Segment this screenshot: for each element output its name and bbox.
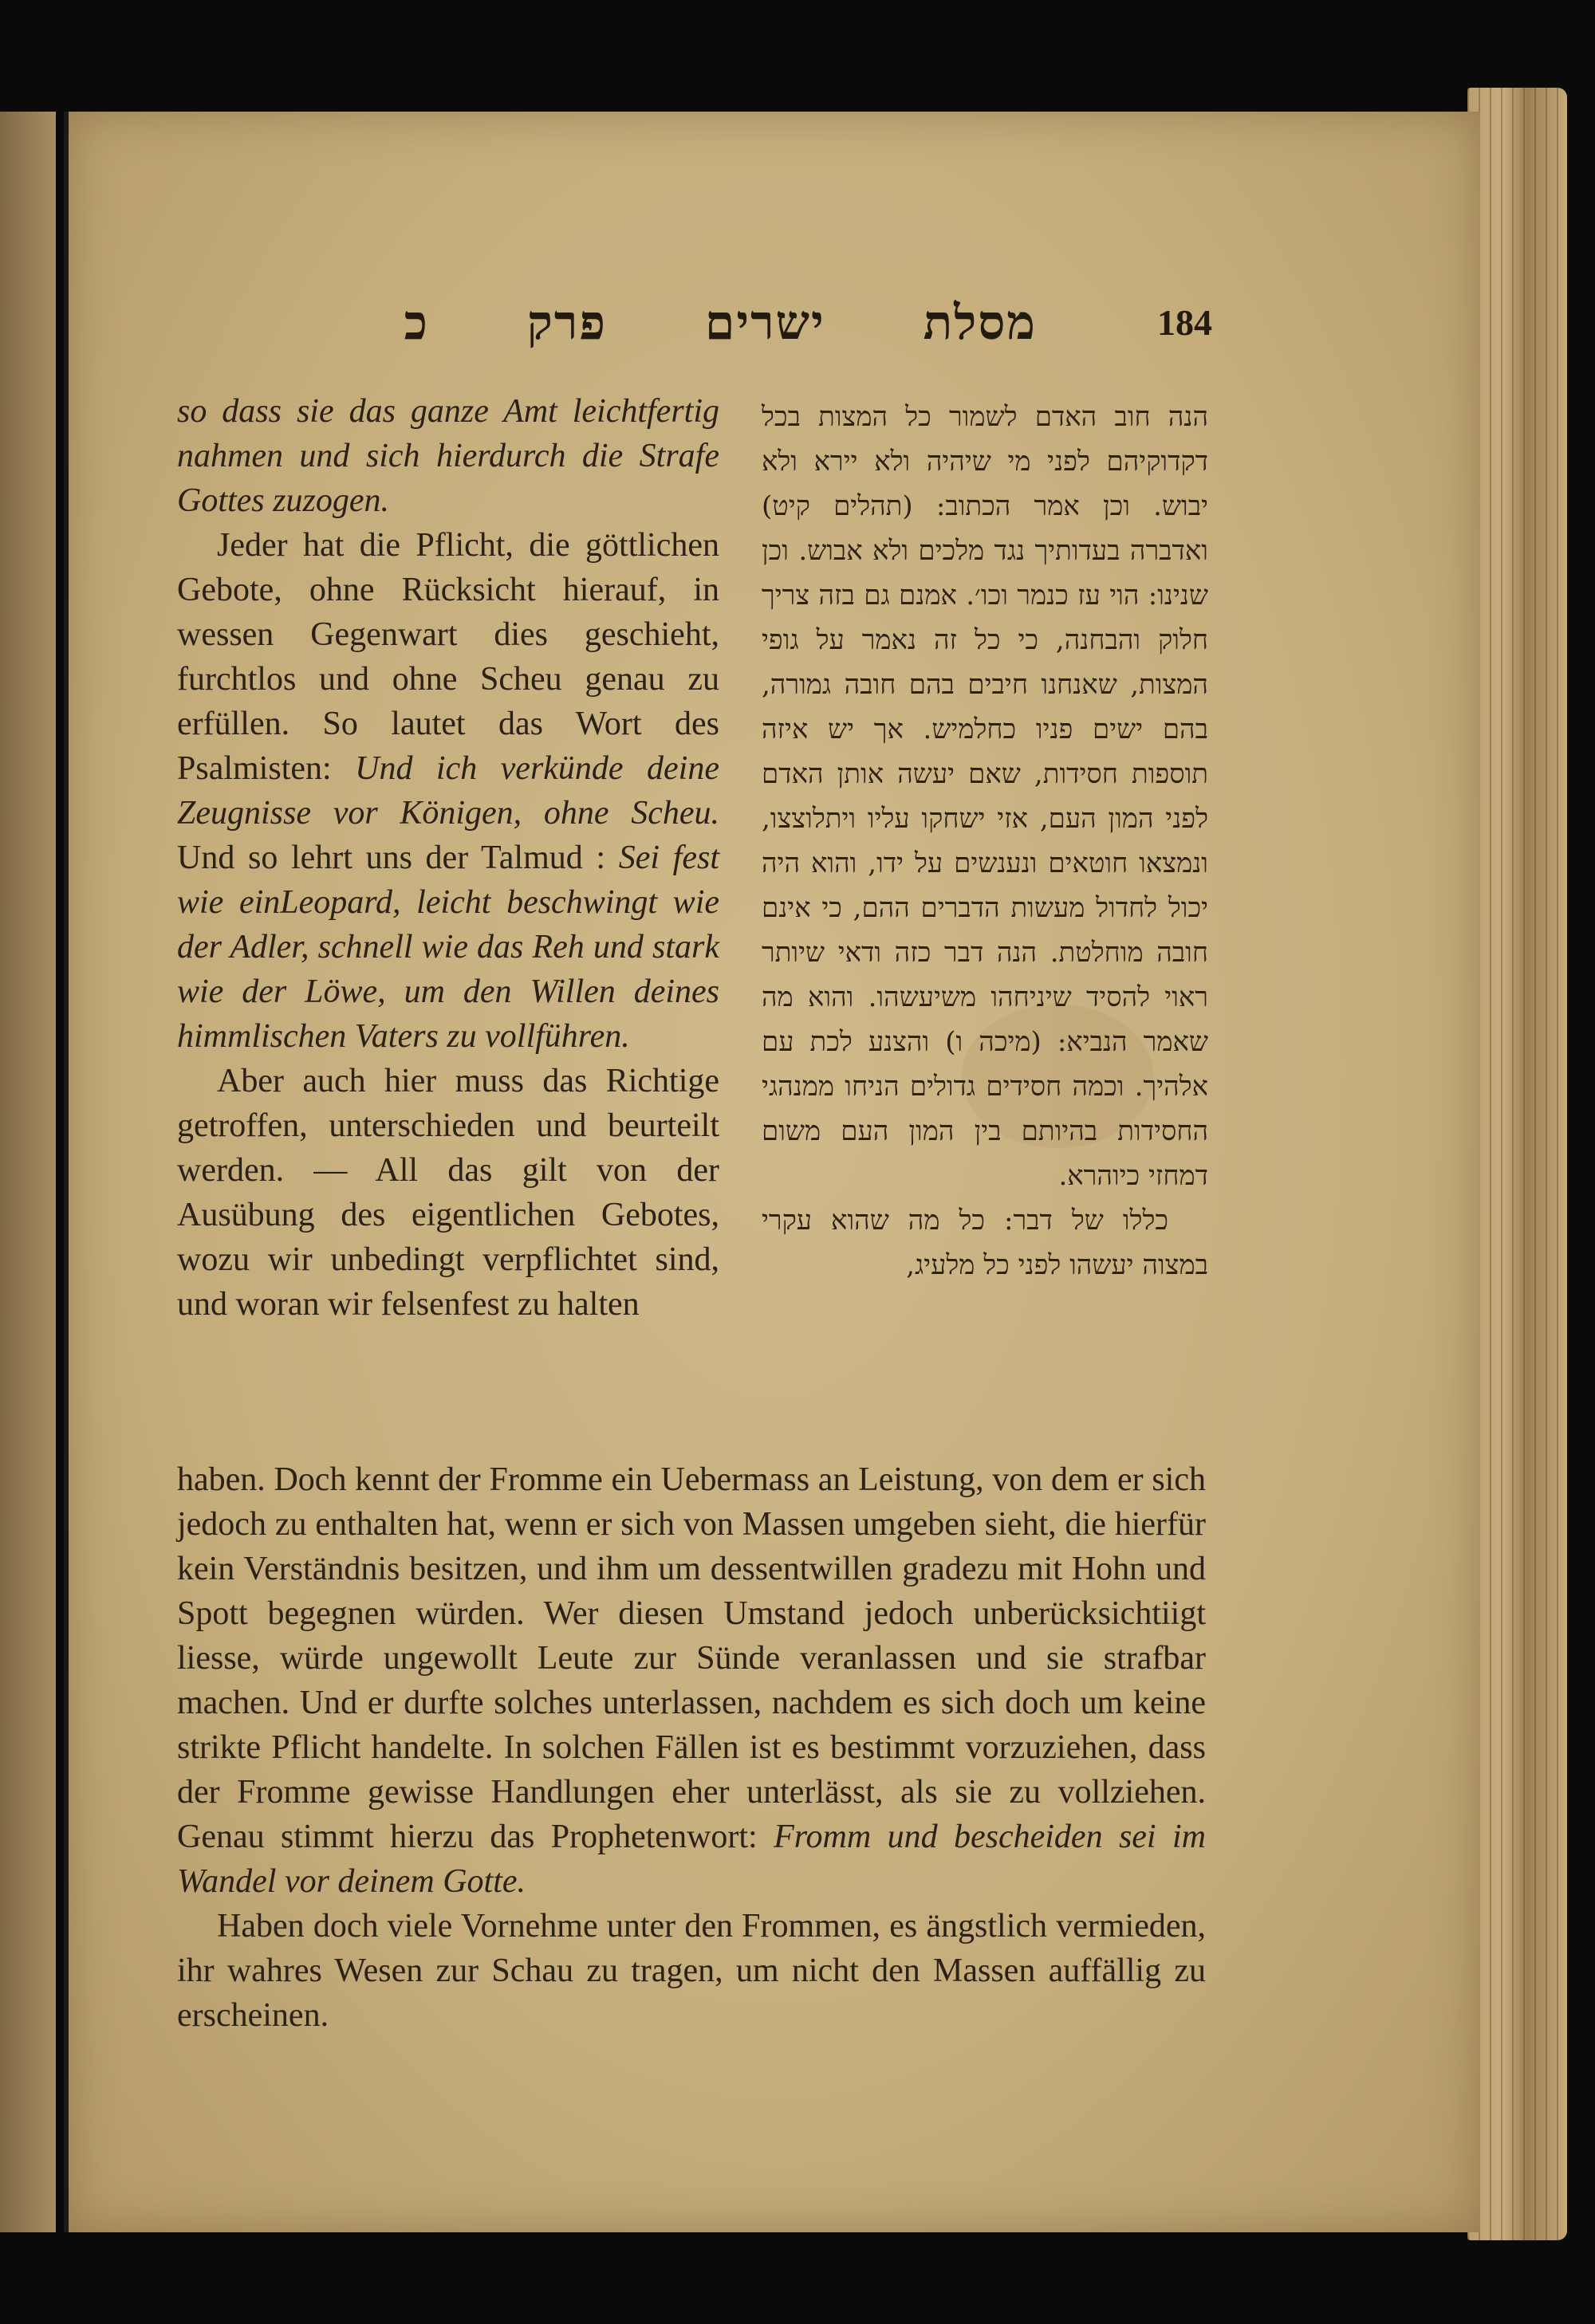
page-stack-edge xyxy=(1467,88,1567,2240)
psalm-quote: Und ich verkünde deine Zeugnisse vor Königen, ohne Scheu. xyxy=(177,750,719,832)
page-number: 184 xyxy=(1157,302,1212,343)
hebrew-column xyxy=(762,395,1208,1288)
book-title: מסלת ישרים xyxy=(704,295,1037,351)
hebrew-para-2: כללו של דבר: כל מה שהוא עקרי במצוה יעשהו לפני כל מלעיג, xyxy=(762,1205,1208,1281)
previous-page-edge xyxy=(0,112,56,2232)
full-width-text xyxy=(177,1457,1206,2038)
running-header xyxy=(319,295,1212,359)
hebrew-para-1: הנה חוב האדם לשמור כל המצות בכל דקדוקיהם לפני מי שיהיה ולא יירא ולא יבוש. וכן אמר הכתוב: (תהלים קיט) ואדברה בעדותיך נגד מלכים ולא אבוש. וכן שנינו: הוי עז כנמר וכו׳. אמנם גם בזה צריך חלוק והבחנה, כי כל זה נאמר על גופי המצות, שאנחנו חיבים בהם חובה גמורה, בהם ישים פניו כחלמיש. אך יש איזה תוספות חסידות, שאם יעשה אותן האדם לפני המון העם, אזי ישחקו עליו ויתלוצצו, ונמצאו חוטאים ונענשים על ידו, והוא היה יכול לחדול מעשות הדברים ההם, כי אינם חובה מוחלטת. הנה דבר כזה ודאי שיותר ראוי להסיד שיניחהו משיעשהו. והוא מה שאמר הנביא: (מיכה ו) והצנע לכת עם אלהיך. וכמה חסידים גדולים הניחו ממנהגי החסידות בהיותם בין המון העם משום דמחזי כיוהרא. xyxy=(762,401,1208,1192)
german-column xyxy=(177,389,719,1327)
full-para-1 xyxy=(177,1457,1206,1904)
german-para-3: Aber auch hier muss das Richtige getroffen, unterschieden und beurteilt werden. — All das gilt von der Ausübung des eigentlichen Gebotes, wozu wir unbedingt verpflichtet sind, und woran wir felsenfest zu halten xyxy=(177,1063,719,1323)
full-para-2: Haben doch viele Vornehme unter den Frommen, es ängstlich vermieden, ihr wahres Wesen zur Schau zu tragen, um nicht den Massen auffällig zu erscheinen. xyxy=(177,1908,1206,2034)
german-para-2 xyxy=(177,523,719,1059)
german-para-2-text-c: Und so lehrt uns der Talmud : xyxy=(177,840,619,876)
header-hebrew-title xyxy=(319,295,1037,351)
german-para-2-text-a: Jeder hat die Pflicht, die göttlichen Gebote, ohne Rücksicht hierauf, in wessen Gegenwart dies geschieht, furchtlos und ohne Scheu genau zu erfüllen. So lautet das Wort des Psalmisten: xyxy=(177,527,719,787)
prophet-quote: Fromm und bescheiden sei im Wandel vor deinem Gotte. xyxy=(177,1819,1206,1900)
german-para-1: so dass sie das ganze Amt leichtfertig nahmen und sich hierdurch die Strafe Gottes zuzogen. xyxy=(177,393,719,519)
full-para-1-text: haben. Doch kennt der Fromme ein Uebermass an Leistung, von dem er sich jedoch zu enthalten hat, wenn er sich von Massen umgeben sieht, die hierfür kein Verständnis besitzen, und ihm um dessentwillen gradezu mit Hohn und Spott begegnen würden. Wer diesen Umstand jedoch unberücksichtiigt liesse, würde ungewollt Leute zur Sünde veranlassen und sie strafbar machen. Und er durfte solches unterlassen, nachdem es sich doch um keine strikte Pflicht handelte. In solchen Fällen ist es bestimmt vorzuziehen, dass der Fromme gewisse Handlungen eher unterlässt, als sie zu vollziehen. Genau stimmt hierzu das Prophetenwort: xyxy=(177,1461,1206,1855)
talmud-quote: Sei fest wie einLeopard, leicht beschwingt wie der Adler, schnell wie das Reh und stark wie der Löwe, um den Willen deines himmlischen Vaters zu vollführen. xyxy=(177,840,719,1055)
chapter-label: פרק כ xyxy=(404,295,607,351)
